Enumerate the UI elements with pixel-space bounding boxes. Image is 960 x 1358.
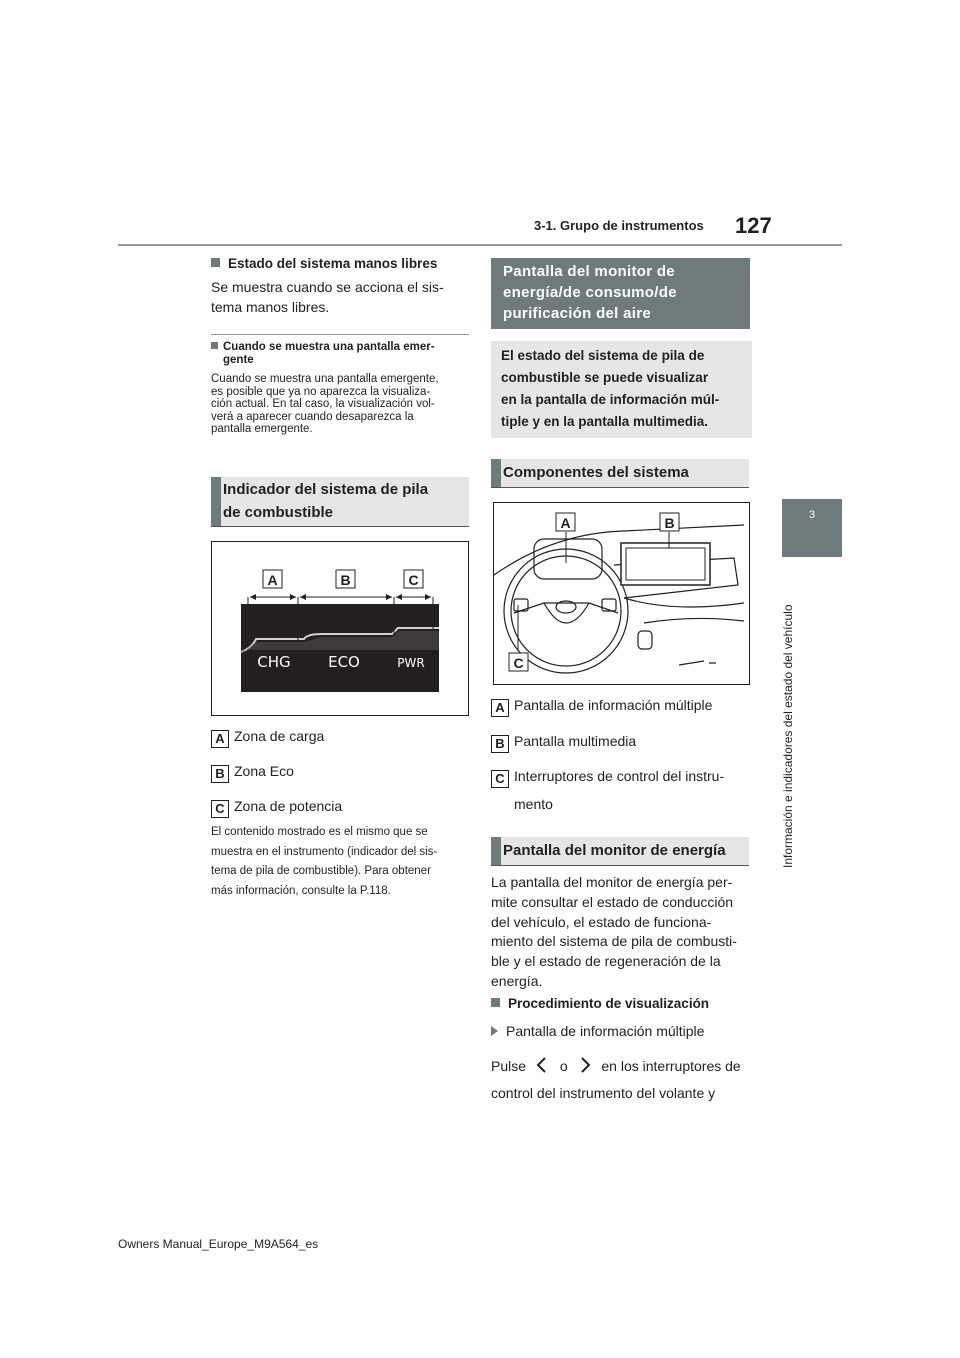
- procedure-instruction-continued: control del instrumento del volante y: [491, 1085, 716, 1101]
- section-accent-bar: [211, 477, 221, 526]
- footer-document-id: Owners Manual_Europe_M9A564_es: [118, 1237, 319, 1251]
- zone-pwr-text: PWR: [397, 656, 425, 670]
- zone-chg-text: CHG: [257, 653, 291, 671]
- procedure-heading: Procedimiento de visualización: [491, 996, 709, 1011]
- gauge-explanation: El contenido mostrado es el mismo que se muestra en el instrumento (indicador del sis- tema de pila de combustible). Para obtener más información, consulte la P.118.: [211, 826, 438, 897]
- handsfree-heading: Estado del sistema manos libres: [211, 256, 437, 271]
- info-summary-text: El estado del sistema de pila de combustible se puede visualizar en la pantalla de información múl- tiple y en la pantalla multimedia.: [501, 348, 720, 429]
- component-item-b: B Pantalla multimedia: [491, 731, 636, 753]
- triangle-bullet-icon: [491, 1026, 498, 1036]
- legend-item-a: A Zona de carga: [211, 726, 324, 748]
- chapter-tab: [782, 499, 842, 557]
- label-c-box: C: [211, 800, 229, 818]
- console-detail: [679, 661, 716, 665]
- section-title: Pantalla del monitor de energía/de consumo/de purificación del aire: [503, 263, 677, 322]
- bullet-square-icon: [211, 258, 220, 267]
- procedure-item: Pantalla de información múltiple: [491, 1021, 704, 1041]
- header-section-title: 3-1. Grupo de instrumentos: [534, 218, 704, 233]
- label-b-box: B: [211, 765, 229, 783]
- section-accent-bar: [491, 837, 501, 865]
- bullet-square-icon: [491, 998, 500, 1007]
- dash-lower-line: [624, 598, 744, 607]
- dash-label-a: A: [560, 515, 571, 531]
- gauge-label-a: A: [267, 572, 278, 588]
- component-item-c-continued: mento: [514, 796, 553, 812]
- section-energy-monitor: [491, 837, 749, 866]
- legend-item-b: B Zona Eco: [211, 761, 294, 783]
- energy-monitor-description: La pantalla del monitor de energía per- mite consultar el estado de conducción del vehículo, el estado de funciona- miento del sistema de pila de combusti- ble y el estado de regeneración de la energía.: [491, 874, 737, 989]
- gauge-label-b: B: [340, 572, 351, 588]
- info-summary-box: [491, 341, 752, 438]
- gauge-label-c: C: [408, 572, 419, 588]
- label-b-box: B: [491, 735, 509, 753]
- label-a-box: A: [491, 699, 509, 717]
- chapter-title-vertical: Información e indicadores del estado del vehículo: [781, 604, 795, 868]
- arrowhead: [290, 594, 296, 600]
- zone-eco-text: ECO: [328, 653, 360, 671]
- page-number: 127: [735, 213, 772, 238]
- header-divider: [118, 244, 842, 246]
- chapter-number: 3: [808, 509, 816, 521]
- dash-label-b: B: [664, 515, 675, 531]
- section-energy-consumption-monitor: [491, 258, 750, 329]
- dashboard-illustration: [494, 503, 749, 684]
- console-line: [644, 618, 744, 623]
- section-title: Indicador del sistema de pila de combustible: [223, 481, 429, 521]
- section-title: Pantalla del monitor de energía: [503, 842, 726, 859]
- section-fuel-cell-indicator: [211, 477, 469, 527]
- note-body: Cuando se muestra una pantalla emergente, es posible que ya no aparezca la visualiza- ción actual. En tal caso, la visualización vol- verá a aparecer cuando desaparezca la pantalla emergente.: [211, 373, 439, 435]
- section-title: Componentes del sistema: [503, 464, 689, 481]
- arrowhead: [300, 594, 306, 600]
- label-c-box: C: [491, 770, 509, 788]
- console-knob: [638, 631, 652, 649]
- note-heading: Cuando se muestra una pantalla emer- gente: [211, 341, 471, 367]
- arrowhead: [425, 594, 431, 600]
- section-accent-bar: [491, 459, 501, 487]
- arrowhead: [396, 594, 402, 600]
- label-a-box: A: [211, 730, 229, 748]
- note-divider: [211, 334, 469, 335]
- arrowhead: [386, 594, 392, 600]
- legend-item-c: C Zona de potencia: [211, 796, 342, 818]
- dashboard-figure: [493, 502, 750, 685]
- component-item-c: C Interruptores de control del instru-: [491, 766, 724, 788]
- component-item-a: A Pantalla de información múltiple: [491, 695, 712, 717]
- meter-cluster: [534, 539, 602, 579]
- arrowhead: [250, 594, 256, 600]
- multimedia-screen: [621, 543, 710, 585]
- section-system-components: [491, 459, 749, 488]
- bullet-square-icon: [211, 342, 218, 349]
- dash-label-c: C: [513, 655, 524, 671]
- fuel-cell-gauge-figure: [211, 541, 469, 716]
- right-switch: [602, 599, 616, 611]
- gauge-illustration: [212, 542, 468, 715]
- chevron-left-icon: [532, 1056, 554, 1074]
- handsfree-body: Se muestra cuando se acciona el sis- tema manos libres.: [211, 279, 444, 315]
- chevron-right-icon: [574, 1056, 596, 1074]
- procedure-instruction: Pulse o en los interruptores de: [491, 1058, 741, 1074]
